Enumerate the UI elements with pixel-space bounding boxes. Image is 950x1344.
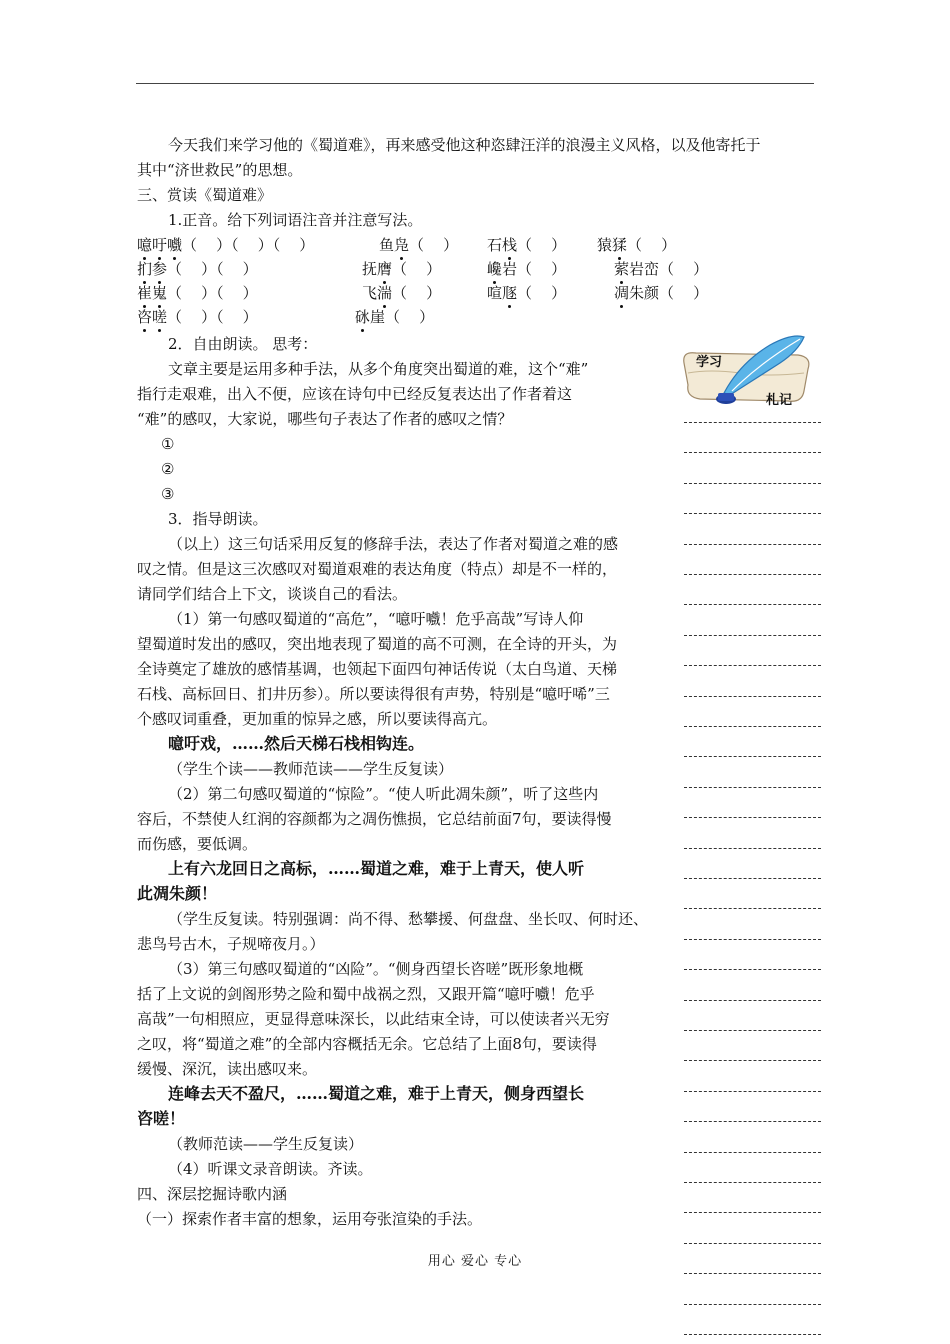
note-line (684, 513, 821, 514)
note-line (684, 665, 821, 666)
note-line (684, 1334, 821, 1335)
note-line (684, 787, 821, 788)
text-line: 1.正音。给下列词语注音并注意写法。 (168, 211, 423, 229)
text-line: 三、赏读《蜀道难》 (137, 186, 273, 204)
text-line: ② (161, 460, 175, 478)
text-line: 容后，不禁使人红润的容颜都为之凋伤憔损，它总结前面7句，要读得慢 (137, 810, 612, 828)
text-line: （4）听课文录音朗读。齐读。 (168, 1160, 373, 1178)
note-line (684, 939, 821, 940)
note-line (684, 969, 821, 970)
vocab-item (137, 258, 258, 280)
text-line: 叹之情。但是这三次感叹对蜀道艰难的表达角度（特点）却是不一样的， (137, 560, 618, 578)
vocab-word: 巉岩 (487, 260, 518, 278)
text-line: （学生个读——教师范读——学生反复读） (168, 760, 454, 778)
text-line: “难”的感叹，大家说，哪些句子表达了作者的感叹之情？ (137, 410, 513, 428)
note-line (684, 483, 821, 484)
pinyin-blank[interactable]: （ ）（ ） (167, 260, 258, 278)
note-line (684, 452, 821, 453)
text-line: （以上）这三句话采用反复的修辞手法，表达了作者对蜀道之难的感 (168, 535, 619, 553)
pinyin-blank[interactable]: （ ）（ ） (167, 284, 258, 302)
text-line: 石栈、高标回日、扪井历参）。所以要读得很有声势，特别是“噫吁唏”三 (137, 685, 610, 703)
text-line: 此凋朱颜！ (137, 884, 218, 903)
pinyin-blank[interactable]: （ ）（ ）（ ） (182, 236, 315, 254)
vocab-item (487, 282, 566, 304)
vocab-word: 飞湍 (362, 284, 393, 302)
note-line (684, 1273, 821, 1274)
text-line: 今天我们来学习他的《蜀道难》，再来感受他这种恣肆汪洋的浪漫主义风格，以及他寄托于 (168, 136, 761, 154)
note-line (684, 1121, 821, 1122)
text-line: 请同学们结合上下文，谈谈自己的看法。 (137, 585, 408, 603)
text-line: 括了上文说的剑阁形势之险和蜀中战祸之烈，又跟开篇“噫吁嚱！危乎 (137, 985, 595, 1003)
vocab-item (614, 282, 708, 304)
note-line (684, 817, 821, 818)
note-line (684, 878, 821, 879)
note-line (684, 1000, 821, 1001)
text-line: （教师范读——学生反复读） (168, 1135, 364, 1153)
text-line: 缓慢、深沉，读出感叹来。 (137, 1060, 318, 1078)
text-line: 文章主要是运用多种手法，从多个角度突出蜀道的难，这个“难” (168, 360, 589, 378)
badge-label-bottom: 札记 (766, 393, 793, 408)
text-line: 上有六龙回日之高标，……蜀道之难，难于上青天，使人听 (168, 859, 585, 878)
pinyin-blank[interactable]: （ ）（ ） (167, 308, 258, 326)
note-line (684, 756, 821, 757)
note-line (684, 696, 821, 697)
vocab-word: 凋朱颜 (614, 284, 660, 302)
note-line (684, 604, 821, 605)
vocab-item (362, 282, 441, 304)
note-line (684, 1243, 821, 1244)
vocab-word: 崔嵬 (137, 284, 168, 302)
text-line: （一）探索作者丰富的想象，运用夸张渲染的手法。 (137, 1210, 483, 1228)
text-line: 望蜀道时发出的感叹，突出地表现了蜀道的高不可测，在全诗的开头，为 (137, 635, 618, 653)
note-line (684, 422, 821, 423)
text-line: 悲鸟号古木，子规啼夜月。） (137, 935, 325, 953)
pinyin-blank[interactable]: （ ） (517, 236, 567, 254)
text-line: 之叹，将“蜀道之难”的全部内容概括无余。它总结了上面8句，要读得 (137, 1035, 597, 1053)
vocab-item (614, 258, 708, 280)
vocab-word: 咨嗟 (137, 308, 168, 326)
vocab-item (379, 234, 458, 256)
pinyin-blank[interactable]: （ ） (517, 260, 567, 278)
note-line (684, 1060, 821, 1061)
text-line: （学生反复读。特别强调：尚不得、愁攀援、何盘盘、坐长叹、何时还、 (168, 910, 649, 928)
text-line: 指行走艰难，出入不便，应该在诗句中已经反复表达出了作者着这 (137, 385, 573, 403)
vocab-word: 猿猱 (597, 236, 628, 254)
note-line (684, 1030, 821, 1031)
note-line (684, 848, 821, 849)
text-line: （3）第三句感叹蜀道的“凶险”。“侧身西望长咨嗟”既形象地概 (168, 960, 584, 978)
pinyin-blank[interactable]: （ ） (392, 284, 442, 302)
text-line: 2．自由朗读。 思考： (168, 335, 318, 353)
quill-scroll-icon (680, 333, 815, 413)
vocab-item (597, 234, 676, 256)
pinyin-blank[interactable]: （ ） (409, 236, 459, 254)
vocab-item (137, 234, 314, 256)
vocab-item (487, 258, 566, 280)
vocab-word: 喧豗 (487, 284, 518, 302)
note-line (684, 1182, 821, 1183)
note-line (684, 1091, 821, 1092)
text-line: ① (161, 435, 175, 453)
vocab-item (362, 258, 441, 280)
note-line (684, 1304, 821, 1305)
vocab-word: 砯崖 (355, 308, 386, 326)
study-notes-badge (680, 333, 815, 413)
vocab-word: 萦岩峦 (614, 260, 660, 278)
note-line (684, 544, 821, 545)
text-line: 四、深层挖掘诗歌内涵 (137, 1185, 288, 1203)
note-line (684, 1212, 821, 1213)
pinyin-blank[interactable]: （ ） (392, 260, 442, 278)
vocab-item (137, 282, 258, 304)
text-line: 咨嗟！ (137, 1109, 186, 1128)
note-line (684, 726, 821, 727)
text-line: 全诗奠定了雄放的感情基调，也领起下面四句神话传说（太白鸟道、天梯 (137, 660, 618, 678)
note-line (684, 574, 821, 575)
vocab-word: 噫吁嚱 (137, 236, 183, 254)
text-line: 个感叹词重叠，更加重的惊异之感，所以要读得高亢。 (137, 710, 498, 728)
note-line (684, 1152, 821, 1153)
vocab-item (137, 306, 258, 328)
text-line: 其中“济世救民”的思想。 (137, 161, 303, 179)
text-line: 3．指导朗读。 (168, 510, 268, 528)
vocab-word: 扪参 (137, 260, 168, 278)
page-footer: 用心 爱心 专心 (427, 1254, 523, 1269)
text-line: 噫吁戏，……然后天梯石栈相钩连。 (168, 734, 425, 753)
vocab-item (487, 234, 566, 256)
pinyin-blank[interactable]: （ ） (659, 284, 709, 302)
header-rule (136, 83, 814, 84)
vocab-word: 抚膺 (362, 260, 393, 278)
text-line: （2）第二句感叹蜀道的“惊险”。“使人听此凋朱颜”，听了这些内 (168, 785, 599, 803)
text-line: （1）第一句感叹蜀道的“高危”，“噫吁嚱！危乎高哉”写诗人仰 (168, 610, 584, 628)
pinyin-blank[interactable]: （ ） (659, 260, 709, 278)
badge-label-top: 学习 (696, 355, 723, 370)
vocab-word: 石栈 (487, 236, 518, 254)
pinyin-blank[interactable]: （ ） (385, 308, 435, 326)
text-line: 连峰去天不盈尺，……蜀道之难，难于上青天，侧身西望长 (168, 1084, 585, 1103)
text-line: 高哉”一句相照应，更显得意味深长，以此结束全诗，可以使读者兴无穷 (137, 1010, 610, 1028)
note-line (684, 635, 821, 636)
pinyin-blank[interactable]: （ ） (627, 236, 677, 254)
text-line: ③ (161, 485, 175, 503)
note-line (684, 908, 821, 909)
vocab-word: 鱼凫 (379, 236, 410, 254)
vocab-item (355, 306, 434, 328)
text-line: 而伤感，要低调。 (137, 835, 258, 853)
pinyin-blank[interactable]: （ ） (517, 284, 567, 302)
